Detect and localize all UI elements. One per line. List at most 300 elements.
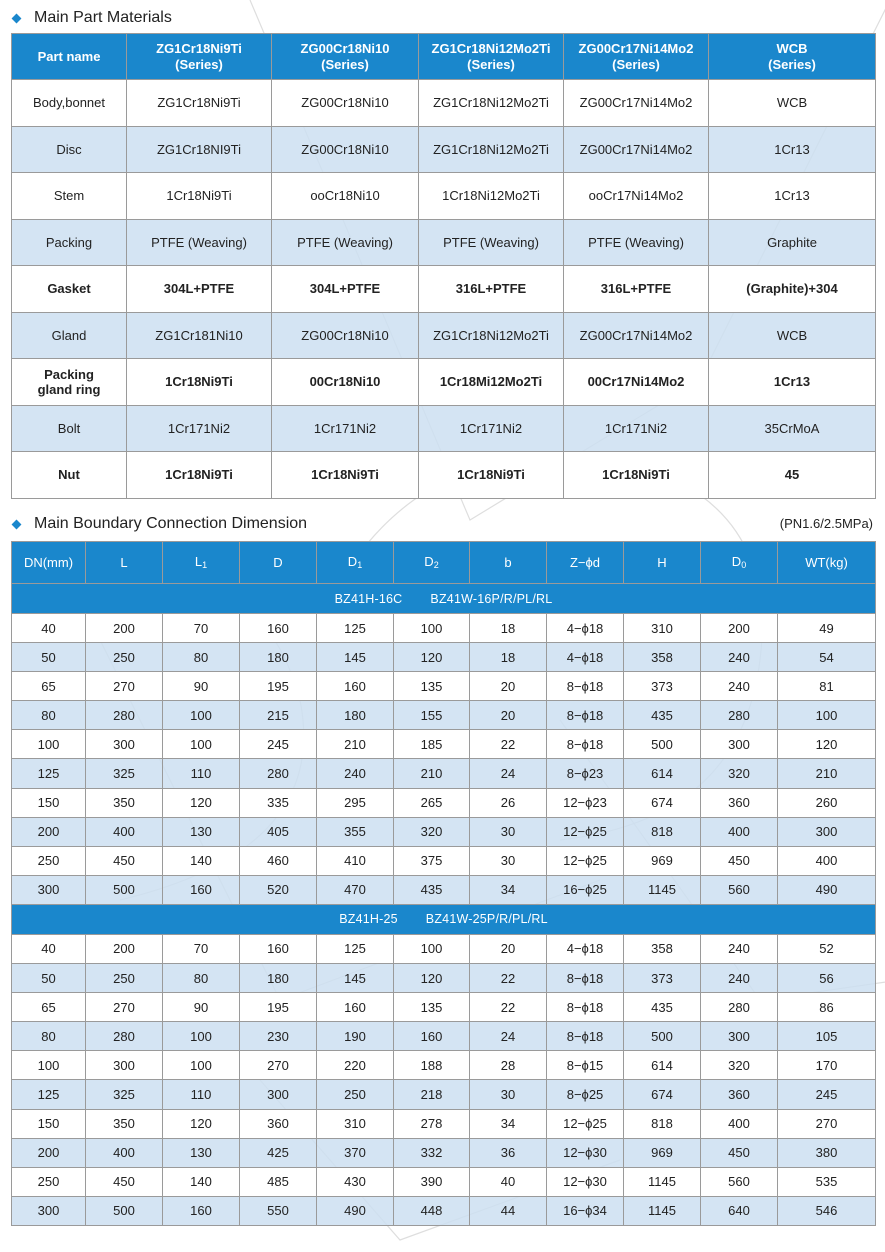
dimension-header — [163, 542, 240, 584]
diamond-bullet-icon — [12, 519, 22, 529]
dimension-cell: 435 — [394, 875, 470, 904]
material-cell: 1Cr18Ni9Ti — [419, 452, 564, 499]
dimension-cell: 300 — [86, 1051, 163, 1080]
dimension-cell: 350 — [86, 1109, 163, 1138]
dimension-cell: 360 — [240, 1109, 317, 1138]
dimension-cell: 120 — [778, 730, 876, 759]
dimension-cell: 240 — [317, 759, 394, 788]
diamond-bullet-icon — [12, 13, 22, 23]
material-cell: (Graphite)+304 — [709, 266, 876, 313]
dimension-cell: 86 — [778, 993, 876, 1022]
model-name: BZ41H-25 — [339, 912, 398, 927]
dimension-cell: 8−ϕ23 — [547, 759, 624, 788]
dimension-cell: 12−ϕ25 — [547, 846, 624, 875]
dimension-cell: 100 — [778, 701, 876, 730]
dimension-cell: 280 — [240, 759, 317, 788]
dimension-cell: 280 — [701, 701, 778, 730]
material-cell: 316L+PTFE — [419, 266, 564, 313]
dimension-cell: 80 — [12, 1022, 86, 1051]
dimension-cell: 8−ϕ18 — [547, 993, 624, 1022]
header-text: ZG1Cr18Ni9Ti — [156, 40, 242, 56]
part-name-text: Gland — [51, 327, 87, 343]
dimension-cell: 218 — [394, 1080, 470, 1109]
dimension-cell: 160 — [317, 993, 394, 1022]
header-main-text: D — [273, 554, 283, 570]
model-name: BZ41H-16C — [334, 591, 403, 606]
dimension-cell: 450 — [701, 1138, 778, 1167]
material-cell: ZG1Cr18Ni9Ti — [127, 80, 272, 127]
dimension-cell: 390 — [394, 1167, 470, 1196]
material-cell: ZG00Cr17Ni14Mo2 — [564, 126, 709, 173]
dimension-cell: 245 — [778, 1080, 876, 1109]
dimension-header — [86, 542, 163, 584]
dimension-cell: 450 — [701, 846, 778, 875]
dimension-cell: 130 — [163, 1138, 240, 1167]
material-cell: ZG00Cr18Ni10 — [272, 126, 419, 173]
header-text: Part name — [37, 48, 101, 64]
dimension-cell: 135 — [394, 993, 470, 1022]
dimension-row — [12, 846, 876, 875]
dimension-cell: 265 — [394, 788, 470, 817]
dimension-cell: 22 — [470, 964, 547, 993]
dimension-cell: 310 — [317, 1109, 394, 1138]
header-material-series — [564, 34, 709, 80]
dimension-cell: 500 — [86, 875, 163, 904]
dimension-cell: 250 — [317, 1080, 394, 1109]
dimension-cell: 300 — [701, 1022, 778, 1051]
dimension-cell: 16−ϕ34 — [547, 1196, 624, 1225]
dimension-cell: 550 — [240, 1196, 317, 1225]
dimension-cell: 320 — [701, 759, 778, 788]
dimension-cell: 260 — [778, 788, 876, 817]
part-name-cell — [12, 173, 127, 220]
dimension-header — [701, 542, 778, 584]
dimension-cell: 818 — [624, 817, 701, 846]
part-name-text: Nut — [58, 467, 80, 483]
model-group-title — [12, 584, 876, 614]
dimension-cell: 373 — [624, 964, 701, 993]
dimension-cell: 36 — [470, 1138, 547, 1167]
dimension-cell: 1145 — [624, 1196, 701, 1225]
materials-row — [12, 173, 876, 220]
dimension-cell: 200 — [86, 614, 163, 643]
dimension-cell: 56 — [778, 964, 876, 993]
dimension-cell: 450 — [86, 1167, 163, 1196]
material-cell: ZG1Cr18Ni12Mo2Ti — [419, 312, 564, 359]
material-cell: 1Cr18Ni9Ti — [564, 452, 709, 499]
material-cell: PTFE (Weaving) — [419, 219, 564, 266]
dimension-cell: 470 — [317, 875, 394, 904]
header-main-text: WT(kg) — [805, 554, 848, 570]
dimension-cell: 30 — [470, 1080, 547, 1109]
dimension-cell: 200 — [86, 934, 163, 963]
dimension-cell: 535 — [778, 1167, 876, 1196]
dimension-cell: 160 — [240, 934, 317, 963]
model-group-row — [12, 584, 876, 614]
dimension-cell: 400 — [86, 817, 163, 846]
material-cell: 1Cr18Ni9Ti — [127, 452, 272, 499]
dimension-row — [12, 730, 876, 759]
dimension-cell: 12−ϕ23 — [547, 788, 624, 817]
dimension-cell: 300 — [12, 1196, 86, 1225]
material-cell: ooCr18Ni10 — [272, 173, 419, 220]
dimension-cell: 8−ϕ18 — [547, 701, 624, 730]
dimension-cell: 195 — [240, 993, 317, 1022]
dimension-cell: 400 — [701, 817, 778, 846]
dimension-cell: 674 — [624, 788, 701, 817]
dimension-cell: 135 — [394, 672, 470, 701]
dimension-cell: 300 — [240, 1080, 317, 1109]
dimension-cell: 8−ϕ25 — [547, 1080, 624, 1109]
material-cell: PTFE (Weaving) — [564, 219, 709, 266]
dimension-cell: 120 — [163, 788, 240, 817]
dimension-cell: 105 — [778, 1022, 876, 1051]
dimension-row — [12, 1109, 876, 1138]
dimension-cell: 358 — [624, 934, 701, 963]
part-name-text: Packing — [44, 366, 94, 382]
material-cell: 1Cr171Ni2 — [272, 405, 419, 452]
material-cell: 1Cr18Mi12Mo2Ti — [419, 359, 564, 406]
dimension-cell: 120 — [394, 964, 470, 993]
dimension-cell: 65 — [12, 993, 86, 1022]
dimension-cell: 310 — [624, 614, 701, 643]
dimension-cell: 49 — [778, 614, 876, 643]
header-main-text: D — [347, 554, 358, 569]
dimension-row — [12, 1196, 876, 1225]
dimension-cell: 485 — [240, 1167, 317, 1196]
dimension-cell: 405 — [240, 817, 317, 846]
material-cell: 1Cr171Ni2 — [419, 405, 564, 452]
dimension-cell: 448 — [394, 1196, 470, 1225]
part-name-cell — [12, 266, 127, 313]
dimension-cell: 300 — [86, 730, 163, 759]
dimension-row — [12, 788, 876, 817]
dimension-cell: 400 — [86, 1138, 163, 1167]
material-cell: Graphite — [709, 219, 876, 266]
dimension-cell: 70 — [163, 614, 240, 643]
dimension-cell: 22 — [470, 993, 547, 1022]
dimension-cell: 140 — [163, 1167, 240, 1196]
dimension-row — [12, 1167, 876, 1196]
dimension-cell: 614 — [624, 1051, 701, 1080]
dimension-cell: 110 — [163, 759, 240, 788]
dimension-row — [12, 701, 876, 730]
dimension-cell: 28 — [470, 1051, 547, 1080]
header-main-text: D — [424, 554, 434, 569]
dimension-header — [624, 542, 701, 584]
dimension-cell: 210 — [394, 759, 470, 788]
part-name-cell — [12, 359, 127, 406]
dimension-cell: 270 — [778, 1109, 876, 1138]
dimension-cell: 500 — [86, 1196, 163, 1225]
header-text: ZG00Cr17Ni14Mo2 — [578, 40, 694, 56]
dimension-cell: 65 — [12, 672, 86, 701]
header-main-text: D — [731, 554, 742, 569]
material-cell: 35CrMoA — [709, 405, 876, 452]
dimension-cell: 125 — [12, 1080, 86, 1109]
header-subscript: 2 — [433, 560, 439, 570]
header-part-name — [12, 34, 127, 80]
dimension-cell: 170 — [778, 1051, 876, 1080]
model-name: BZ41W-16P/R/PL/RL — [430, 591, 553, 606]
dimension-cell: 100 — [12, 1051, 86, 1080]
dimension-cell: 300 — [12, 875, 86, 904]
dimension-cell: 150 — [12, 1109, 86, 1138]
dimension-cell: 280 — [701, 993, 778, 1022]
dimension-cell: 969 — [624, 1138, 701, 1167]
model-group-row — [12, 904, 876, 934]
dimension-cell: 180 — [240, 643, 317, 672]
dimension-cell: 240 — [701, 934, 778, 963]
dimension-cell: 500 — [624, 1022, 701, 1051]
dimension-row — [12, 643, 876, 672]
dimension-cell: 50 — [12, 964, 86, 993]
dimension-cell: 500 — [624, 730, 701, 759]
dimension-cell: 546 — [778, 1196, 876, 1225]
materials-row — [12, 80, 876, 127]
dimensions-header-row — [12, 542, 876, 584]
dimension-cell: 24 — [470, 1022, 547, 1051]
materials-row — [12, 219, 876, 266]
header-material-series — [127, 34, 272, 80]
dimension-cell: 250 — [86, 643, 163, 672]
header-text: (Series) — [175, 56, 223, 72]
materials-row — [12, 126, 876, 173]
dimension-header — [240, 542, 317, 584]
dimension-header — [394, 542, 470, 584]
dimension-cell: 4−ϕ18 — [547, 614, 624, 643]
dimension-cell: 490 — [778, 875, 876, 904]
dimension-cell: 332 — [394, 1138, 470, 1167]
header-main-text: Z−ϕd — [569, 554, 601, 570]
dimension-cell: 425 — [240, 1138, 317, 1167]
dimension-cell: 100 — [12, 730, 86, 759]
header-material-series — [272, 34, 419, 80]
materials-table — [11, 33, 876, 499]
part-name-text: Gasket — [47, 281, 91, 297]
dimension-header — [470, 542, 547, 584]
dimensions-table — [11, 541, 876, 1226]
part-name-cell — [12, 80, 127, 127]
dimension-cell: 8−ϕ18 — [547, 730, 624, 759]
dimension-cell: 430 — [317, 1167, 394, 1196]
dimension-cell: 240 — [701, 643, 778, 672]
material-cell: 1Cr18Ni12Mo2Ti — [419, 173, 564, 220]
material-cell: ZG00Cr17Ni14Mo2 — [564, 80, 709, 127]
dimension-cell: 1145 — [624, 1167, 701, 1196]
dimension-row — [12, 1080, 876, 1109]
dimensions-section-title — [11, 515, 307, 533]
dimension-cell: 18 — [470, 643, 547, 672]
material-cell: 1Cr13 — [709, 173, 876, 220]
header-material-series — [419, 34, 564, 80]
dimension-cell: 450 — [86, 846, 163, 875]
part-name-cell — [12, 452, 127, 499]
dimension-cell: 560 — [701, 1167, 778, 1196]
dimension-cell: 100 — [163, 1022, 240, 1051]
dimension-cell: 18 — [470, 614, 547, 643]
part-name-text: Packing — [45, 234, 93, 250]
dimension-cell: 160 — [317, 672, 394, 701]
material-cell: 304L+PTFE — [272, 266, 419, 313]
dimension-cell: 380 — [778, 1138, 876, 1167]
dimension-cell: 54 — [778, 643, 876, 672]
dimension-cell: 40 — [470, 1167, 547, 1196]
dimension-row — [12, 1022, 876, 1051]
material-cell: ZG1Cr181Ni10 — [127, 312, 272, 359]
material-cell: 1Cr18Ni9Ti — [127, 173, 272, 220]
header-text: (Series) — [768, 56, 816, 72]
dimension-cell: 8−ϕ15 — [547, 1051, 624, 1080]
dimension-cell: 40 — [12, 614, 86, 643]
material-cell: 1Cr13 — [709, 359, 876, 406]
dimension-cell: 270 — [86, 993, 163, 1022]
dimension-cell: 358 — [624, 643, 701, 672]
dimension-cell: 155 — [394, 701, 470, 730]
dimension-cell: 34 — [470, 1109, 547, 1138]
dimension-cell: 520 — [240, 875, 317, 904]
materials-row — [12, 266, 876, 313]
dimension-cell: 250 — [86, 964, 163, 993]
dimension-cell: 4−ϕ18 — [547, 934, 624, 963]
dimension-cell: 80 — [12, 701, 86, 730]
dimension-cell: 12−ϕ25 — [547, 1109, 624, 1138]
dimension-header — [317, 542, 394, 584]
materials-section-title — [11, 9, 172, 27]
dimension-cell: 614 — [624, 759, 701, 788]
dimension-cell: 188 — [394, 1051, 470, 1080]
dimension-cell: 20 — [470, 701, 547, 730]
dimension-cell: 160 — [240, 614, 317, 643]
dimension-cell: 160 — [394, 1022, 470, 1051]
dimension-cell: 410 — [317, 846, 394, 875]
part-name-text: gland ring — [37, 381, 101, 397]
dimension-cell: 12−ϕ30 — [547, 1138, 624, 1167]
dimension-cell: 22 — [470, 730, 547, 759]
part-name-cell — [12, 405, 127, 452]
header-subscript: 0 — [741, 560, 747, 570]
part-name-cell — [12, 219, 127, 266]
dimension-cell: 125 — [317, 934, 394, 963]
dimension-cell: 145 — [317, 964, 394, 993]
dimension-cell: 81 — [778, 672, 876, 701]
dimension-cell: 120 — [163, 1109, 240, 1138]
dimension-cell: 12−ϕ25 — [547, 817, 624, 846]
dimension-cell: 20 — [470, 672, 547, 701]
dimension-cell: 210 — [317, 730, 394, 759]
material-cell: 00Cr18Ni10 — [272, 359, 419, 406]
dimension-cell: 350 — [86, 788, 163, 817]
dimension-cell: 250 — [12, 1167, 86, 1196]
dimension-cell: 560 — [701, 875, 778, 904]
dimension-cell: 335 — [240, 788, 317, 817]
material-cell: 1Cr171Ni2 — [564, 405, 709, 452]
dimension-cell: 4−ϕ18 — [547, 643, 624, 672]
dimension-cell: 80 — [163, 964, 240, 993]
dimension-cell: 125 — [12, 759, 86, 788]
dimension-cell: 200 — [701, 614, 778, 643]
dimension-cell: 240 — [701, 964, 778, 993]
dimension-cell: 160 — [163, 875, 240, 904]
header-text: (Series) — [612, 56, 660, 72]
dimension-cell: 300 — [778, 817, 876, 846]
dimension-cell: 52 — [778, 934, 876, 963]
materials-table-body — [12, 80, 876, 499]
dimension-cell: 70 — [163, 934, 240, 963]
dimension-cell: 400 — [778, 846, 876, 875]
dimension-cell: 270 — [86, 672, 163, 701]
dimension-row — [12, 1138, 876, 1167]
header-main-text: L — [194, 554, 203, 569]
material-cell: 1Cr18Ni9Ti — [272, 452, 419, 499]
dimension-cell: 130 — [163, 817, 240, 846]
dimension-cell: 190 — [317, 1022, 394, 1051]
dimension-cell: 44 — [470, 1196, 547, 1225]
dimension-cell: 180 — [240, 964, 317, 993]
dimension-header — [778, 542, 876, 584]
dimension-cell: 460 — [240, 846, 317, 875]
header-material-series — [709, 34, 876, 80]
dimension-cell: 200 — [12, 817, 86, 846]
material-cell: ZG1Cr18NI9Ti — [127, 126, 272, 173]
header-main-text: b — [504, 554, 512, 570]
dimension-cell: 50 — [12, 643, 86, 672]
header-text: ZG00Cr18Ni10 — [300, 40, 390, 56]
dimension-cell: 8−ϕ18 — [547, 672, 624, 701]
material-cell: 1Cr13 — [709, 126, 876, 173]
dimension-header — [12, 542, 86, 584]
dimension-row — [12, 934, 876, 963]
dimension-cell: 250 — [12, 846, 86, 875]
dimension-cell: 200 — [12, 1138, 86, 1167]
dimension-cell: 120 — [394, 643, 470, 672]
part-name-cell — [12, 126, 127, 173]
header-subscript: 1 — [202, 560, 208, 570]
dimension-cell: 180 — [317, 701, 394, 730]
dimension-row — [12, 817, 876, 846]
dimension-row — [12, 759, 876, 788]
dimension-cell: 8−ϕ18 — [547, 1022, 624, 1051]
dimension-cell: 220 — [317, 1051, 394, 1080]
materials-row — [12, 359, 876, 406]
dimension-cell: 145 — [317, 643, 394, 672]
dimension-cell: 373 — [624, 672, 701, 701]
dimension-cell: 100 — [163, 1051, 240, 1080]
dimension-cell: 12−ϕ30 — [547, 1167, 624, 1196]
material-cell: WCB — [709, 312, 876, 359]
material-cell: PTFE (Weaving) — [272, 219, 419, 266]
model-name: BZ41W-25P/R/PL/RL — [425, 912, 548, 927]
dimension-cell: 295 — [317, 788, 394, 817]
dimension-cell: 40 — [12, 934, 86, 963]
dimension-cell: 400 — [701, 1109, 778, 1138]
dimension-cell: 80 — [163, 643, 240, 672]
material-cell: ooCr17Ni14Mo2 — [564, 173, 709, 220]
dimension-cell: 280 — [86, 1022, 163, 1051]
header-text: (Series) — [321, 56, 369, 72]
materials-title-text: Main Part Materials — [34, 9, 172, 26]
dimension-cell: 100 — [163, 730, 240, 759]
materials-row — [12, 452, 876, 499]
header-text: WCB — [776, 40, 808, 56]
header-subscript: 1 — [357, 560, 363, 570]
dimension-cell: 100 — [163, 701, 240, 730]
dimension-row — [12, 875, 876, 904]
dimension-cell: 280 — [86, 701, 163, 730]
material-cell: PTFE (Weaving) — [127, 219, 272, 266]
dimension-row — [12, 614, 876, 643]
dimension-cell: 1145 — [624, 875, 701, 904]
